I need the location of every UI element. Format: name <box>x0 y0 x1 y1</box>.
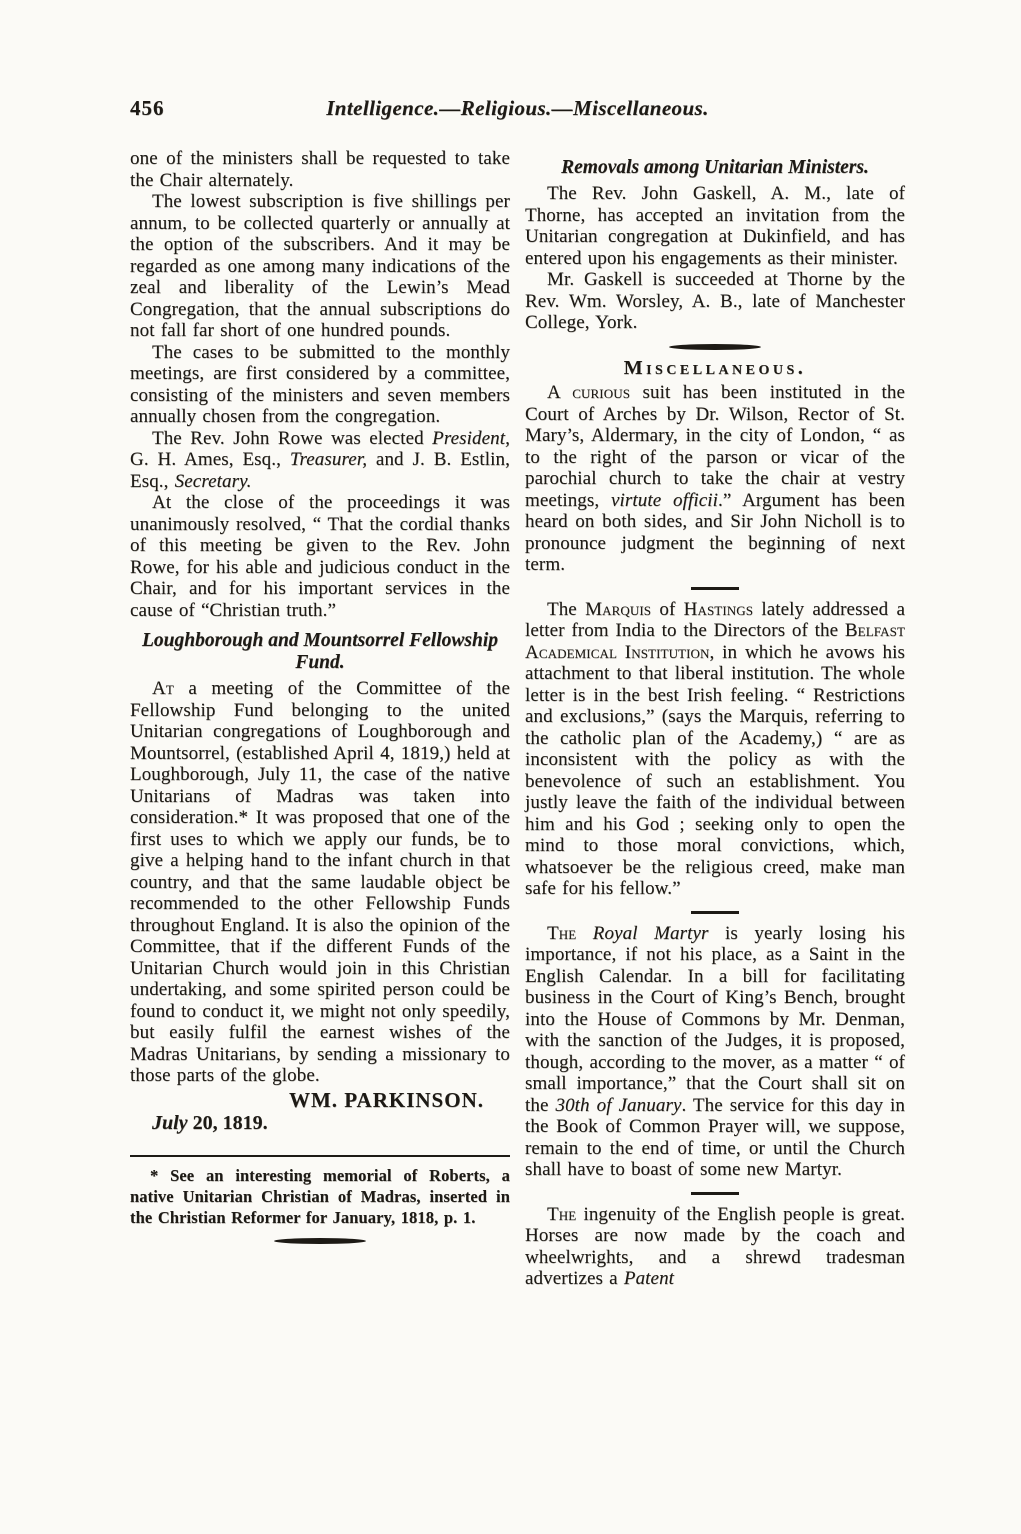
cases-paragraph <box>130 342 510 428</box>
text-segment: At the close of the proceedings it was unanimously resolved, “ That the cordial thanks of this meeting be given to the Rev. John Rowe, for his able and judicious conduct in the Chair, and for his important services in the cause of “Christian truth.” <box>130 492 510 621</box>
text-segment: Mr. Gaskell is succeeded at Thorne by the Rev. Wm. Worsley, A. B., late of Manchester College, York. <box>525 269 905 333</box>
text-segment: The <box>547 1203 577 1225</box>
text-segment: Belfast Academical Institution <box>525 620 905 663</box>
text-segment: and J. B. Estlin, Esq., <box>130 449 510 492</box>
end-rule <box>274 1238 366 1244</box>
text-segment: * See an interesting memorial of Roberts, a native Unitarian Christian of Madras, inserted in the Christian Reformer for January, 1818, p. 1. <box>130 1165 510 1227</box>
text-segment: The <box>547 922 577 944</box>
page-title: Intelligence.—Religious.—Miscellaneous. <box>326 96 709 120</box>
left-column <box>130 148 510 1252</box>
text-segment: Treasurer, <box>289 449 368 470</box>
ingenuity-paragraph <box>525 1204 905 1290</box>
text-segment: 20, 1819. <box>187 1112 268 1134</box>
subscription-paragraph <box>130 191 510 342</box>
footnote <box>130 1165 510 1228</box>
text-segment: Royal Martyr <box>592 922 709 944</box>
text-segment <box>576 923 593 944</box>
text-segment: Loughborough and Mountsorrel Fellowship Fund. <box>142 630 498 673</box>
text-segment: curious <box>572 382 631 403</box>
section-rule <box>669 344 761 350</box>
text-segment: The Rev. John Gaskell, A. M., late of Thorne, has accepted an invitation from the Unitarian congregation at Dukinfield, and has entered upon his engagements as their minister. <box>525 183 905 269</box>
text-segment: one of the ministers shall be requested to take the Chair alternately. <box>130 148 510 191</box>
item-rule-1 <box>691 587 739 590</box>
hastings-letter-paragraph <box>525 599 905 900</box>
text-segment: Secretary. <box>174 470 252 492</box>
text-segment: a meeting of the Committee of the Fellowship Fund belonging to the united Unitarian congregations of Loughborough and Mountsorrel, (established April 4, 1819,) held at Loughborough, July 11, the case of the native Unitarians of Madras was taken into consideration.* It was proposed that one of the first uses to which we apply our funds, be to give a helping hand to the infant church in that country, and that the same laudable object be recommended to the other Fellowship Funds throughout England. It is also the opinion of the Committee, that if the different Funds of the Unitarian Church would join in this Christian undertaking, and some spirited person could be found to conduct it, we might not only speedily, but easily fulfil the earnest wishes of the Madras Unitarians, by sending a missionary to those parts of the globe. <box>130 678 510 1086</box>
text-segment: At <box>152 678 174 699</box>
text-segment: . The service for this day in the Book of Common Prayer will, we suppose, remain to the end of time, or until the Church shall have to boast of some new Martyr. <box>525 1094 906 1180</box>
fellowship-fund-heading <box>130 630 510 674</box>
text-segment: of <box>651 598 684 620</box>
continuation-paragraph <box>130 148 510 191</box>
text-segment: G. H. Ames, Esq., <box>130 449 290 470</box>
text-segment: The <box>547 598 586 620</box>
worsley-paragraph <box>525 269 905 334</box>
text-segment: suit has been instituted in the Court of Arches by Dr. Wilson, Rector of St. Mary’s, Aldermary, in the city of London, “ as to the right of the parson or vicar of the parochial church to take the chair at vestry meetings, <box>525 382 905 511</box>
text-segment: WM. PARKINSON. <box>288 1087 484 1112</box>
text-segment: Removals among Unitarian Ministers. <box>561 157 869 178</box>
thanks-paragraph <box>130 492 510 621</box>
text-segment: Marquis <box>585 598 652 620</box>
text-segment: Miscellaneous. <box>623 356 807 379</box>
text-segment: lately addressed a letter from India to the Directors of the <box>525 598 905 641</box>
court-of-arches-paragraph <box>525 382 905 576</box>
fellowship-meeting-paragraph <box>130 678 510 1087</box>
text-segment: The lowest subscription is five shillings per annum, to be collected quarterly or annually at the option of the subscribers. And it may be regarded as one among many indications of the zeal and liberality of the Lewin’s Mead Congregation, that the annual subscriptions do not fall far short of one hundred pounds. <box>130 191 510 341</box>
page-header <box>130 96 905 124</box>
text-segment: Hastings <box>683 598 754 620</box>
right-column <box>525 148 905 1290</box>
text-segment: A <box>547 382 573 403</box>
item-rule-3 <box>691 1192 739 1195</box>
signature <box>130 1087 510 1112</box>
text-segment: Patent <box>623 1268 675 1289</box>
text-segment: ingenuity of the English people is great. Horses are now made by the coach and wheelwrights, and a shrewd tradesman advertizes a <box>525 1203 905 1289</box>
text-segment: , in which he avows his attachment to that liberal institution. The whole letter is in the best Irish feeling. “ Restrictions and exclusions,” (says the Marquis, referring to the catholic plan of the Academy,) “ are as inconsistent with the policy as with the benevolence of such an establishment. You justly leave the faith of the individual between him and his God ; seeking only to open the mind to those moral convictions, which, whatsoever be the religious creed, make man safe for his fellow.” <box>525 641 906 899</box>
item-rule-2 <box>691 911 739 914</box>
text-segment: President, <box>432 427 510 449</box>
gaskell-paragraph <box>525 183 905 269</box>
royal-martyr-paragraph <box>525 923 905 1181</box>
text-segment: 30th of January <box>555 1094 682 1116</box>
removals-heading <box>525 157 905 179</box>
text-segment: The cases to be submitted to the monthly meetings, are first considered by a committee, consisting of the ministers and seven members annually chosen from the congregation. <box>130 341 510 427</box>
officers-paragraph <box>130 428 510 493</box>
page-number: 456 <box>130 96 165 120</box>
text-segment: virtute officii <box>610 489 719 511</box>
two-column-body <box>130 148 905 1290</box>
text-segment: .” Argument has been heard on both sides, and Sir John Nicholl is to pronounce judgment the beginning of next term. <box>525 489 905 575</box>
text-segment: The Rev. John Rowe was elected <box>152 427 433 449</box>
text-segment: is yearly losing his importance, if not his place, as a Saint in the English Calendar. In a bill for facilitating business in the Court of King’s Bench, brought into the House of Commons by Mr. Denman, with the sanction of the Judges, it is proposed, though, according to the mover, as a matter “ of small importance,” that the Court shall sit on the <box>525 922 905 1116</box>
footnote-rule <box>130 1155 510 1157</box>
text-segment: July <box>152 1112 188 1134</box>
dateline <box>130 1113 510 1135</box>
miscellaneous-heading <box>525 358 905 380</box>
